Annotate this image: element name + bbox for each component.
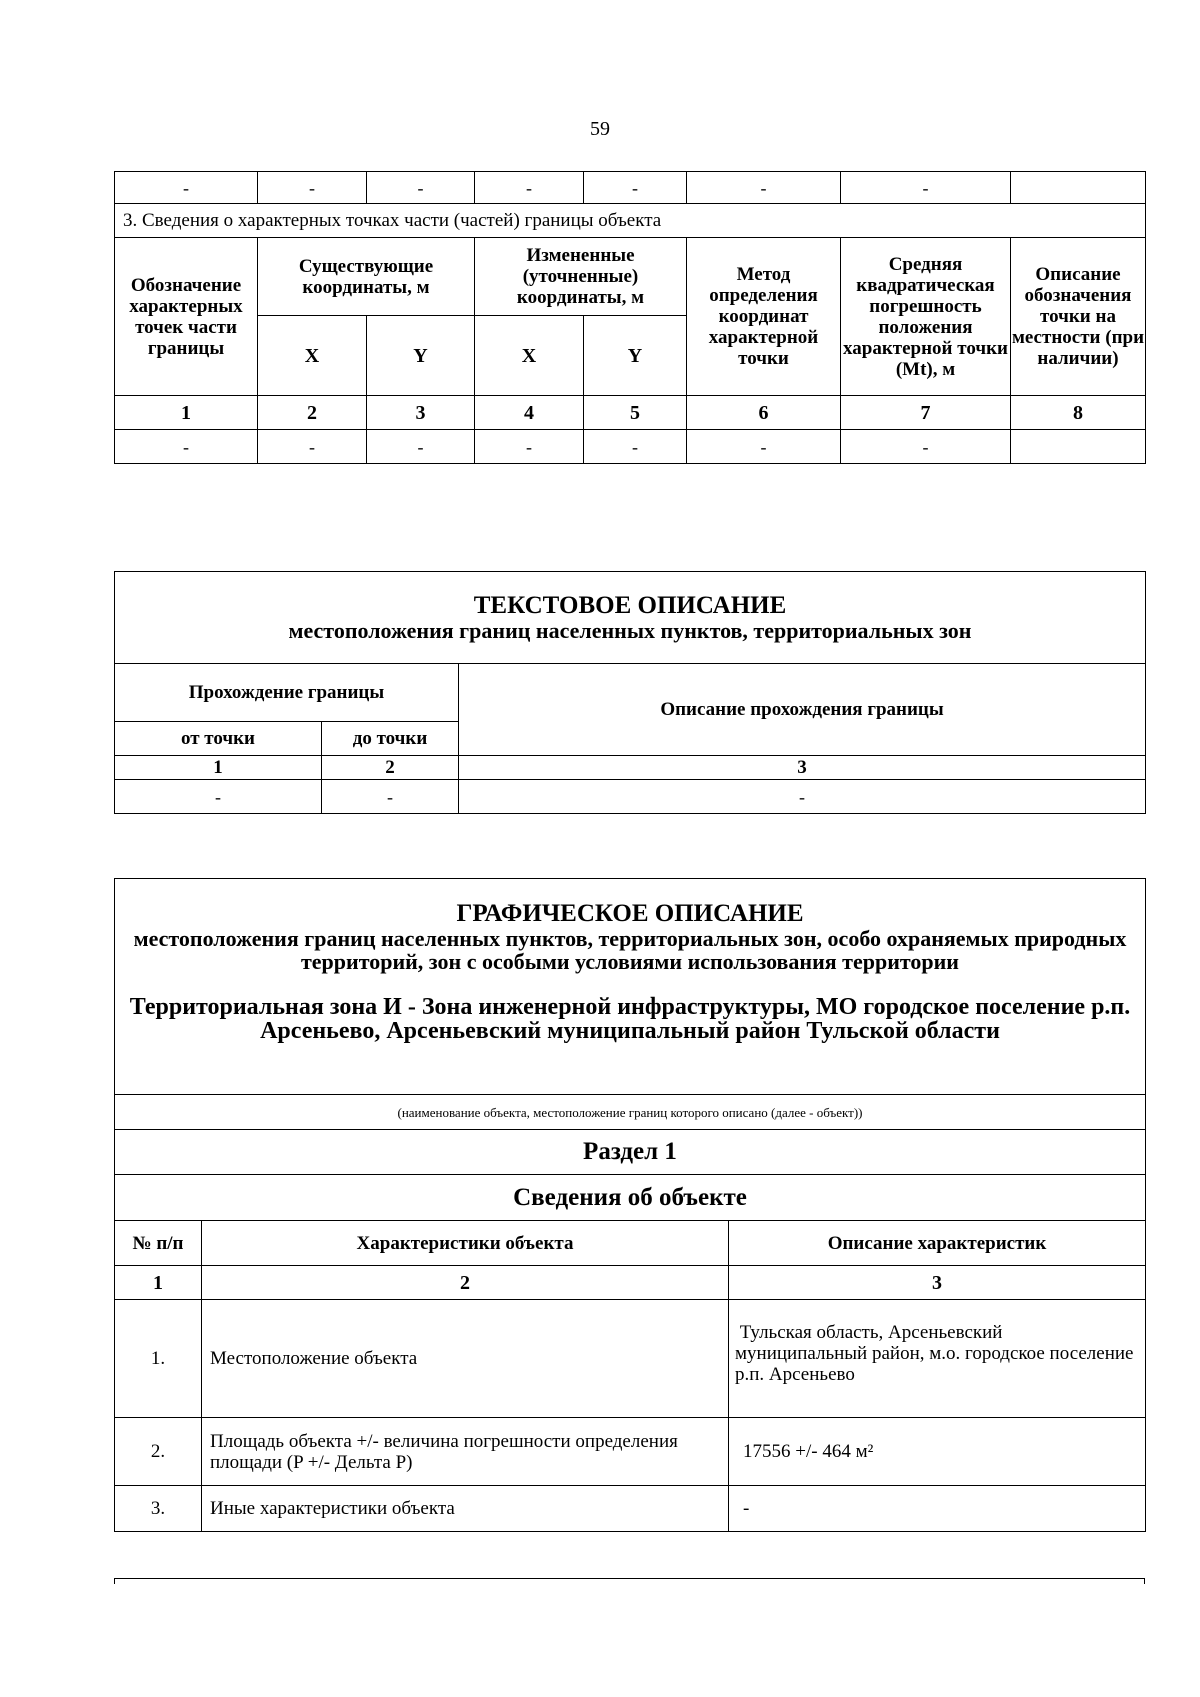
table-cell (1011, 172, 1146, 204)
table-cell: - (841, 172, 1011, 204)
object-name-caption: (наименование объекта, местоположение границ которого описано (далее - объект)) (115, 1095, 1146, 1130)
column-number: 3 (367, 396, 475, 430)
header-passage: Прохождение границы (115, 664, 459, 722)
text-description-header (115, 572, 1146, 664)
section-heading: Раздел 1 (115, 1130, 1146, 1175)
header-existing-coords: Существующие координаты, м (258, 238, 475, 316)
characteristic-value: Тульская область, Арсеньевский муниципальный район, м.о. городское поселение р.п. Арсеньево (729, 1300, 1146, 1418)
text-description-table (114, 571, 1146, 814)
column-numbers-row (115, 1266, 1146, 1300)
table-cell: - (687, 430, 841, 464)
header-changed-coords: Измененные (уточненные) координаты, м (475, 238, 687, 316)
header-x-existing: X (258, 316, 367, 396)
column-number: 1 (115, 1266, 202, 1300)
column-number: 5 (584, 396, 687, 430)
header-method: Метод определения координат характерной точки (687, 238, 841, 396)
graphic-description-header (115, 879, 1146, 1095)
header-to-point: до точки (322, 722, 459, 756)
text-description-subtitle: местоположения границ населенных пунктов, территориальных зон (288, 618, 972, 643)
column-number: 3 (729, 1266, 1146, 1300)
section-title: 3. Сведения о характерных точках части (частей) границы объекта (115, 204, 1146, 238)
section-title: Сведения об объекте (115, 1175, 1146, 1221)
row-number: 3. (115, 1486, 202, 1532)
header-x-changed: X (475, 316, 584, 396)
table-cell: - (115, 430, 258, 464)
table-row (115, 172, 1146, 204)
row-number: 2. (115, 1418, 202, 1486)
column-number: 8 (1011, 396, 1146, 430)
table-cell (1011, 430, 1146, 464)
text-description-title: ТЕКСТОВОЕ ОПИСАНИЕ (473, 592, 787, 619)
column-numbers-row (115, 396, 1146, 430)
table-cell: - (459, 780, 1146, 814)
header-y-existing: Y (367, 316, 475, 396)
points-table (114, 171, 1146, 464)
table-cell: - (115, 172, 258, 204)
page-number: 59 (590, 118, 610, 140)
table-cell: - (367, 430, 475, 464)
header-error: Средняя квадратическая погрешность положения характерной точки (Mt), м (841, 238, 1011, 396)
table-row (115, 1300, 1146, 1418)
table-cell: - (258, 430, 367, 464)
header-characteristic: Характеристики объекта (202, 1221, 729, 1266)
table-cell: - (584, 172, 687, 204)
header-row-number: № п/п (115, 1221, 202, 1266)
column-number: 3 (459, 756, 1146, 780)
header-from-point: от точки (115, 722, 322, 756)
object-name: Территориальная зона И - Зона инженерной инфраструктуры, МО городское поселение р.п. Арсеньево, Арсеньевский муниципальный район Тульской области (129, 994, 1131, 1044)
column-number: 1 (115, 756, 322, 780)
characteristic-name: Площадь объекта +/- величина погрешности определения площади (P +/- Дельта P) (202, 1418, 729, 1486)
table-cell: - (584, 430, 687, 464)
table-cell: - (115, 780, 322, 814)
next-table-left-edge (114, 1578, 115, 1584)
column-numbers-row (115, 756, 1146, 780)
next-table-top-border (114, 1578, 1145, 1579)
header-description: Описание обозначения точки на местности (при наличии) (1011, 238, 1146, 396)
graphic-description-subtitle: местоположения границ населенных пунктов, территориальных зон, особо охраняемых природных территорий, зон с особыми условиями использования территории (133, 926, 1127, 974)
column-number: 6 (687, 396, 841, 430)
graphic-description-table (114, 878, 1146, 1532)
table-cell: - (841, 430, 1011, 464)
next-table-right-edge (1144, 1578, 1145, 1584)
column-number: 2 (322, 756, 459, 780)
header-characteristic-description: Описание характеристик (729, 1221, 1146, 1266)
table-row (115, 780, 1146, 814)
table-cell: - (367, 172, 475, 204)
column-number: 4 (475, 396, 584, 430)
table-cell: - (258, 172, 367, 204)
table-row (115, 1418, 1146, 1486)
column-number: 2 (258, 396, 367, 430)
table-cell: - (475, 172, 584, 204)
row-number: 1. (115, 1300, 202, 1418)
column-number: 2 (202, 1266, 729, 1300)
characteristic-value: - (729, 1486, 1146, 1532)
graphic-description-title: ГРАФИЧЕСКОЕ ОПИСАНИЕ (456, 900, 804, 927)
table-cell: - (322, 780, 459, 814)
table-cell: - (475, 430, 584, 464)
characteristic-name: Иные характеристики объекта (202, 1486, 729, 1532)
characteristic-value: 17556 +/- 464 м² (729, 1418, 1146, 1486)
characteristic-name: Местоположение объекта (202, 1300, 729, 1418)
table-cell: - (687, 172, 841, 204)
table-row (115, 1486, 1146, 1532)
header-y-changed: Y (584, 316, 687, 396)
column-number: 7 (841, 396, 1011, 430)
column-number: 1 (115, 396, 258, 430)
header-passage-description: Описание прохождения границы (459, 664, 1146, 756)
table-row (115, 430, 1146, 464)
header-point-designation: Обозначение характерных точек части границы (115, 238, 258, 396)
